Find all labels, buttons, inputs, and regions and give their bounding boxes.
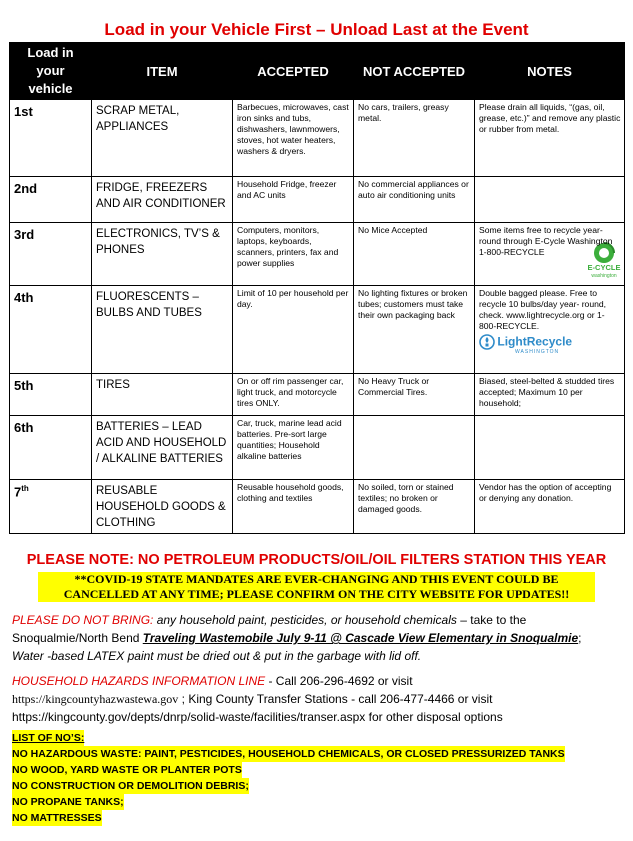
hazards-line1 bbox=[12, 672, 503, 690]
row-notes: Please drain all liquids, “(gas, oil, grease, etc.)” and remove any plastic or rubber from metal. bbox=[475, 100, 625, 177]
row-item: FLUORESCENTS – BULBS AND TUBES bbox=[92, 286, 233, 374]
row-accepted: Limit of 10 per household per day. bbox=[233, 286, 354, 374]
row-item: BATTERIES – LEAD ACID AND HOUSEHOLD / ALKALINE BATTERIES bbox=[92, 416, 233, 480]
list-item: NO MATTRESSES bbox=[12, 812, 102, 824]
row-accepted: Reusable household goods, clothing and textiles bbox=[233, 480, 354, 534]
header-not-accepted: NOT ACCEPTED bbox=[354, 43, 475, 100]
list-item: NO HAZARDOUS WASTE: PAINT, PESTICIDES, HOUSEHOLD CHEMICALS, OR CLOSED PRESSURIZED TANKS bbox=[12, 748, 565, 760]
header-item: ITEM bbox=[92, 43, 233, 100]
header-notes: NOTES bbox=[475, 43, 625, 100]
header-load-line: Load in bbox=[27, 45, 74, 60]
hazards-phone: - Call 206-296-4692 or visit bbox=[265, 674, 413, 688]
row-accepted: Household Fridge, freezer and AC units bbox=[233, 177, 354, 223]
row-notes bbox=[475, 177, 625, 223]
row-item: FRIDGE, FREEZERS AND AIR CONDITIONER bbox=[92, 177, 233, 223]
row-accepted: Car, truck, marine lead acid batteries. Pre-sort large quantities; Household alkaline batteries bbox=[233, 416, 354, 480]
header-load-line: your bbox=[36, 63, 65, 78]
page-title: Load in your Vehicle First – Unload Last at the Event bbox=[104, 20, 529, 39]
row-accepted: Computers, monitors, laptops, keyboards, scanners, printers, fax and power supplies bbox=[233, 223, 354, 286]
hazards-line2 bbox=[12, 690, 503, 708]
do-not-bring-line2 bbox=[12, 629, 582, 647]
table-header-row bbox=[10, 43, 625, 100]
do-not-bring-lead: PLEASE DO NOT BRING: bbox=[12, 613, 154, 627]
row-order: 4th bbox=[10, 286, 92, 374]
row-not-accepted: No soiled, torn or stained textiles; no broken or damaged goods. bbox=[354, 480, 475, 534]
table-row bbox=[10, 177, 625, 223]
hazwaste-link[interactable]: https://kingcountyhazwastewa.gov bbox=[12, 692, 179, 706]
do-not-bring-items: any household paint, pesticides, or household chemicals bbox=[153, 613, 457, 627]
covid-line: **COVID-19 STATE MANDATES ARE EVER-CHANGING AND THIS EVENT COULD BE bbox=[74, 572, 559, 586]
table-row bbox=[10, 286, 625, 374]
row-not-accepted: No Mice Accepted bbox=[354, 223, 475, 286]
table-row bbox=[10, 223, 625, 286]
list-item: NO PROPANE TANKS; bbox=[12, 796, 124, 808]
table-row bbox=[10, 374, 625, 416]
do-not-bring-location: Snoqualmie/North Bend bbox=[12, 631, 143, 645]
lightrecycle-logo-text: LightRecycle bbox=[497, 334, 573, 349]
list-item: NO CONSTRUCTION OR DEMOLITION DEBRIS; bbox=[12, 780, 249, 792]
row-order: 1st bbox=[10, 100, 92, 177]
petroleum-notice: PLEASE NOTE: NO PETROLEUM PRODUCTS/OIL/OIL FILTERS STATION THIS YEAR bbox=[26, 552, 607, 568]
hazards-line3 bbox=[12, 708, 503, 726]
row-notes: Vendor has the option of accepting or denying any donation. bbox=[475, 480, 625, 534]
latex-paint-text: Water -based LATEX paint must be dried out & put in the garbage with lid off. bbox=[12, 649, 422, 663]
do-not-bring-after: – take to the bbox=[456, 613, 527, 627]
lightrecycle-logo-sub: WASHINGTON bbox=[515, 349, 560, 355]
latex-paint-note bbox=[12, 647, 582, 665]
row-not-accepted: No commercial appliances or auto air conditioning units bbox=[354, 177, 475, 223]
table-row bbox=[10, 480, 625, 534]
row-order-suffix: th bbox=[21, 484, 29, 493]
row-not-accepted: No lighting fixtures or broken tubes; customers must take their own packaging back bbox=[354, 286, 475, 374]
row-accepted: On or off rim passenger car, light truck, and motorcycle tires ONLY. bbox=[233, 374, 354, 416]
list-item: NO WOOD, YARD WASTE OR PLANTER POTS bbox=[12, 764, 242, 776]
wastemobile-event: Traveling Wastemobile July 9-11 @ Cascade View Elementary in Snoqualmie bbox=[142, 631, 579, 645]
row-item: SCRAP METAL, APPLIANCES bbox=[92, 100, 233, 177]
row-order: 3rd bbox=[10, 223, 92, 286]
row-accepted: Barbecues, microwaves, cast iron sinks and tubs, dishwashers, lawnmowers, stoves, hot water heaters, washers & dryers. bbox=[233, 100, 354, 177]
row-not-accepted bbox=[354, 416, 475, 480]
ecycle-logo-text: E-CYCLE bbox=[587, 263, 621, 272]
header-accepted: ACCEPTED bbox=[233, 43, 354, 100]
row-order: 5th bbox=[10, 374, 92, 416]
hazards-lead: HOUSEHOLD HAZARDS INFORMATION LINE bbox=[12, 674, 266, 688]
row-item: REUSABLE HOUSEHOLD GOODS & CLOTHING bbox=[92, 480, 233, 534]
header-load-line: vehicle bbox=[28, 81, 73, 96]
kingcounty-link[interactable]: https://kingcounty.gov/depts/dnrp/solid-waste/facilities/transer.aspx for other disposal options bbox=[12, 710, 503, 724]
row-notes bbox=[475, 223, 625, 286]
hazards-section bbox=[12, 672, 503, 726]
row-notes bbox=[475, 286, 625, 374]
row-item: ELECTRONICS, TV’S & PHONES bbox=[92, 223, 233, 286]
list-of-nos bbox=[12, 730, 565, 826]
do-not-bring-section bbox=[12, 611, 582, 665]
row-not-accepted: No Heavy Truck or Commercial Tires. bbox=[354, 374, 475, 416]
lightrecycle-note-text: Double bagged please. Free to recycle 10 bulbs/day year- round, check. www.lightrecycle.org or 1-800-RECYCLE. bbox=[479, 288, 607, 331]
row-order-number: 7 bbox=[14, 484, 22, 500]
do-not-bring-punct: ; bbox=[578, 631, 582, 645]
row-order bbox=[10, 480, 92, 534]
covid-line: CANCELLED AT ANY TIME; PLEASE CONFIRM ON THE CITY WEBSITE FOR UPDATES!! bbox=[63, 587, 570, 601]
covid-notice bbox=[38, 572, 595, 602]
row-order: 6th bbox=[10, 416, 92, 480]
ecycle-note-text: Some items free to recycle year-round through E-Cycle Washington 1-800-RECYCLE bbox=[479, 225, 613, 257]
transfer-stations-text: ; King County Transfer Stations - call 206-477-4466 or visit bbox=[178, 692, 493, 706]
ecycle-logo-sub: washington bbox=[591, 273, 617, 279]
do-not-bring-line1 bbox=[12, 611, 582, 629]
row-item: TIRES bbox=[92, 374, 233, 416]
row-order: 2nd bbox=[10, 177, 92, 223]
header-load-order bbox=[10, 43, 92, 100]
table-row bbox=[10, 100, 625, 177]
ecycle-logo-icon bbox=[587, 241, 621, 279]
recycling-table bbox=[9, 42, 625, 534]
lightrecycle-logo bbox=[479, 334, 621, 358]
table-row bbox=[10, 416, 625, 480]
row-notes: Biased, steel-belted & studded tires accepted; Maximum 10 per household; bbox=[475, 374, 625, 416]
lightbulb-icon bbox=[479, 334, 495, 350]
row-not-accepted: No cars, trailers, greasy metal. bbox=[354, 100, 475, 177]
row-notes bbox=[475, 416, 625, 480]
list-heading: LIST OF NO’S: bbox=[12, 732, 85, 744]
